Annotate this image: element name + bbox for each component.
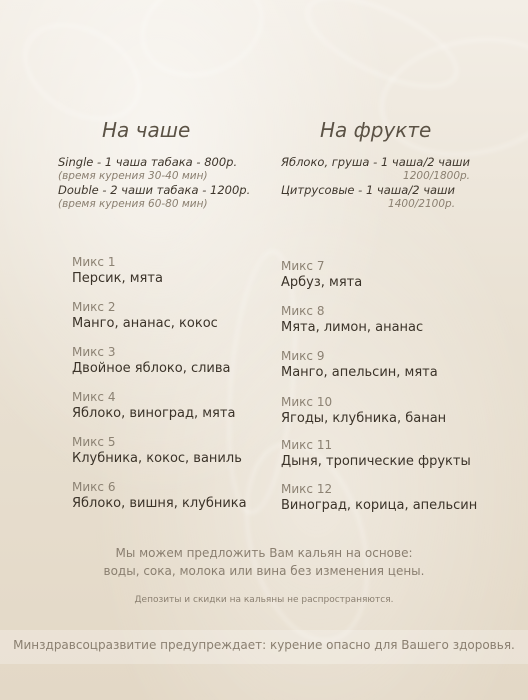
mix-number: Микс 1 (72, 255, 116, 269)
mix-item (281, 258, 362, 292)
mix-flavors: Виноград, корица, апельсин (281, 498, 478, 513)
mix-item (72, 299, 218, 333)
mix-flavors: Мята, лимон, ананас (281, 320, 424, 335)
mix-number: Микс 12 (281, 482, 333, 496)
base-offer-line1: Мы можем предложить Вам кальян на основе: (115, 546, 413, 560)
offer-duration: (время курения 60-80 мин) (58, 198, 208, 210)
mix-item (72, 479, 247, 513)
fruit-offer-apple-pear (281, 155, 470, 183)
mix-item (72, 434, 242, 468)
mix-flavors: Манго, ананас, кокос (72, 316, 218, 331)
fruit-offer-citrus (281, 183, 455, 211)
mix-item (281, 437, 471, 471)
offer-price: 1200/1800р. (403, 170, 471, 182)
mix-flavors: Двойное яблоко, слива (72, 361, 231, 376)
offer-title: Double - 2 чаши табака - 1200р. (58, 183, 251, 197)
mix-number: Микс 3 (72, 345, 116, 359)
mix-number: Микс 11 (281, 438, 333, 452)
mix-item (281, 481, 477, 515)
offer-duration: (время курения 30-40 мин) (58, 170, 208, 182)
mix-number: Микс 5 (72, 435, 116, 449)
mix-item (281, 348, 438, 382)
deposit-note: Депозиты и скидки на кальяны не распространяются. (134, 595, 394, 605)
mix-number: Микс 9 (281, 349, 325, 363)
mix-flavors: Персик, мята (72, 271, 163, 286)
mix-number: Микс 2 (72, 300, 116, 314)
mix-flavors: Яблоко, вишня, клубника (72, 496, 247, 511)
mix-flavors: Дыня, тропические фрукты (281, 454, 471, 469)
mix-number: Микс 6 (72, 480, 116, 494)
mix-number: Микс 10 (281, 395, 333, 409)
base-offer-line2: воды, сока, молока или вина без изменения цены. (103, 564, 425, 578)
mix-flavors: Яблоко, виноград, мята (72, 406, 236, 421)
mix-item (72, 389, 235, 423)
mix-item (281, 394, 446, 428)
heading-fruit: На фрукте (320, 118, 432, 142)
bowl-offer-single (58, 155, 237, 183)
smoke-decoration (128, 0, 277, 92)
mix-flavors: Ягоды, клубника, банан (281, 411, 447, 426)
offer-price: 1400/2100р. (388, 198, 456, 210)
mix-number: Микс 8 (281, 304, 325, 318)
mix-flavors: Манго, апельсин, мята (281, 365, 438, 380)
mix-flavors: Клубника, кокос, ваниль (72, 451, 242, 466)
mix-item (72, 254, 163, 288)
bowl-offer-double (58, 183, 250, 211)
mix-number: Микс 4 (72, 390, 116, 404)
offer-title: Цитрусовые - 1 чаша/2 чаши (281, 183, 456, 197)
heading-bowl: На чаше (102, 118, 191, 142)
mix-number: Микс 7 (281, 259, 325, 273)
offer-title: Single - 1 чаша табака - 800р. (58, 155, 238, 169)
mix-flavors: Арбуз, мята (281, 275, 363, 290)
mix-item (72, 344, 231, 378)
mix-item (281, 303, 423, 337)
offer-title: Яблоко, груша - 1 чаша/2 чаши (281, 155, 471, 169)
health-warning: Минздравсоцразвитие предупреждает: курение опасно для Вашего здоровья. (13, 638, 515, 652)
